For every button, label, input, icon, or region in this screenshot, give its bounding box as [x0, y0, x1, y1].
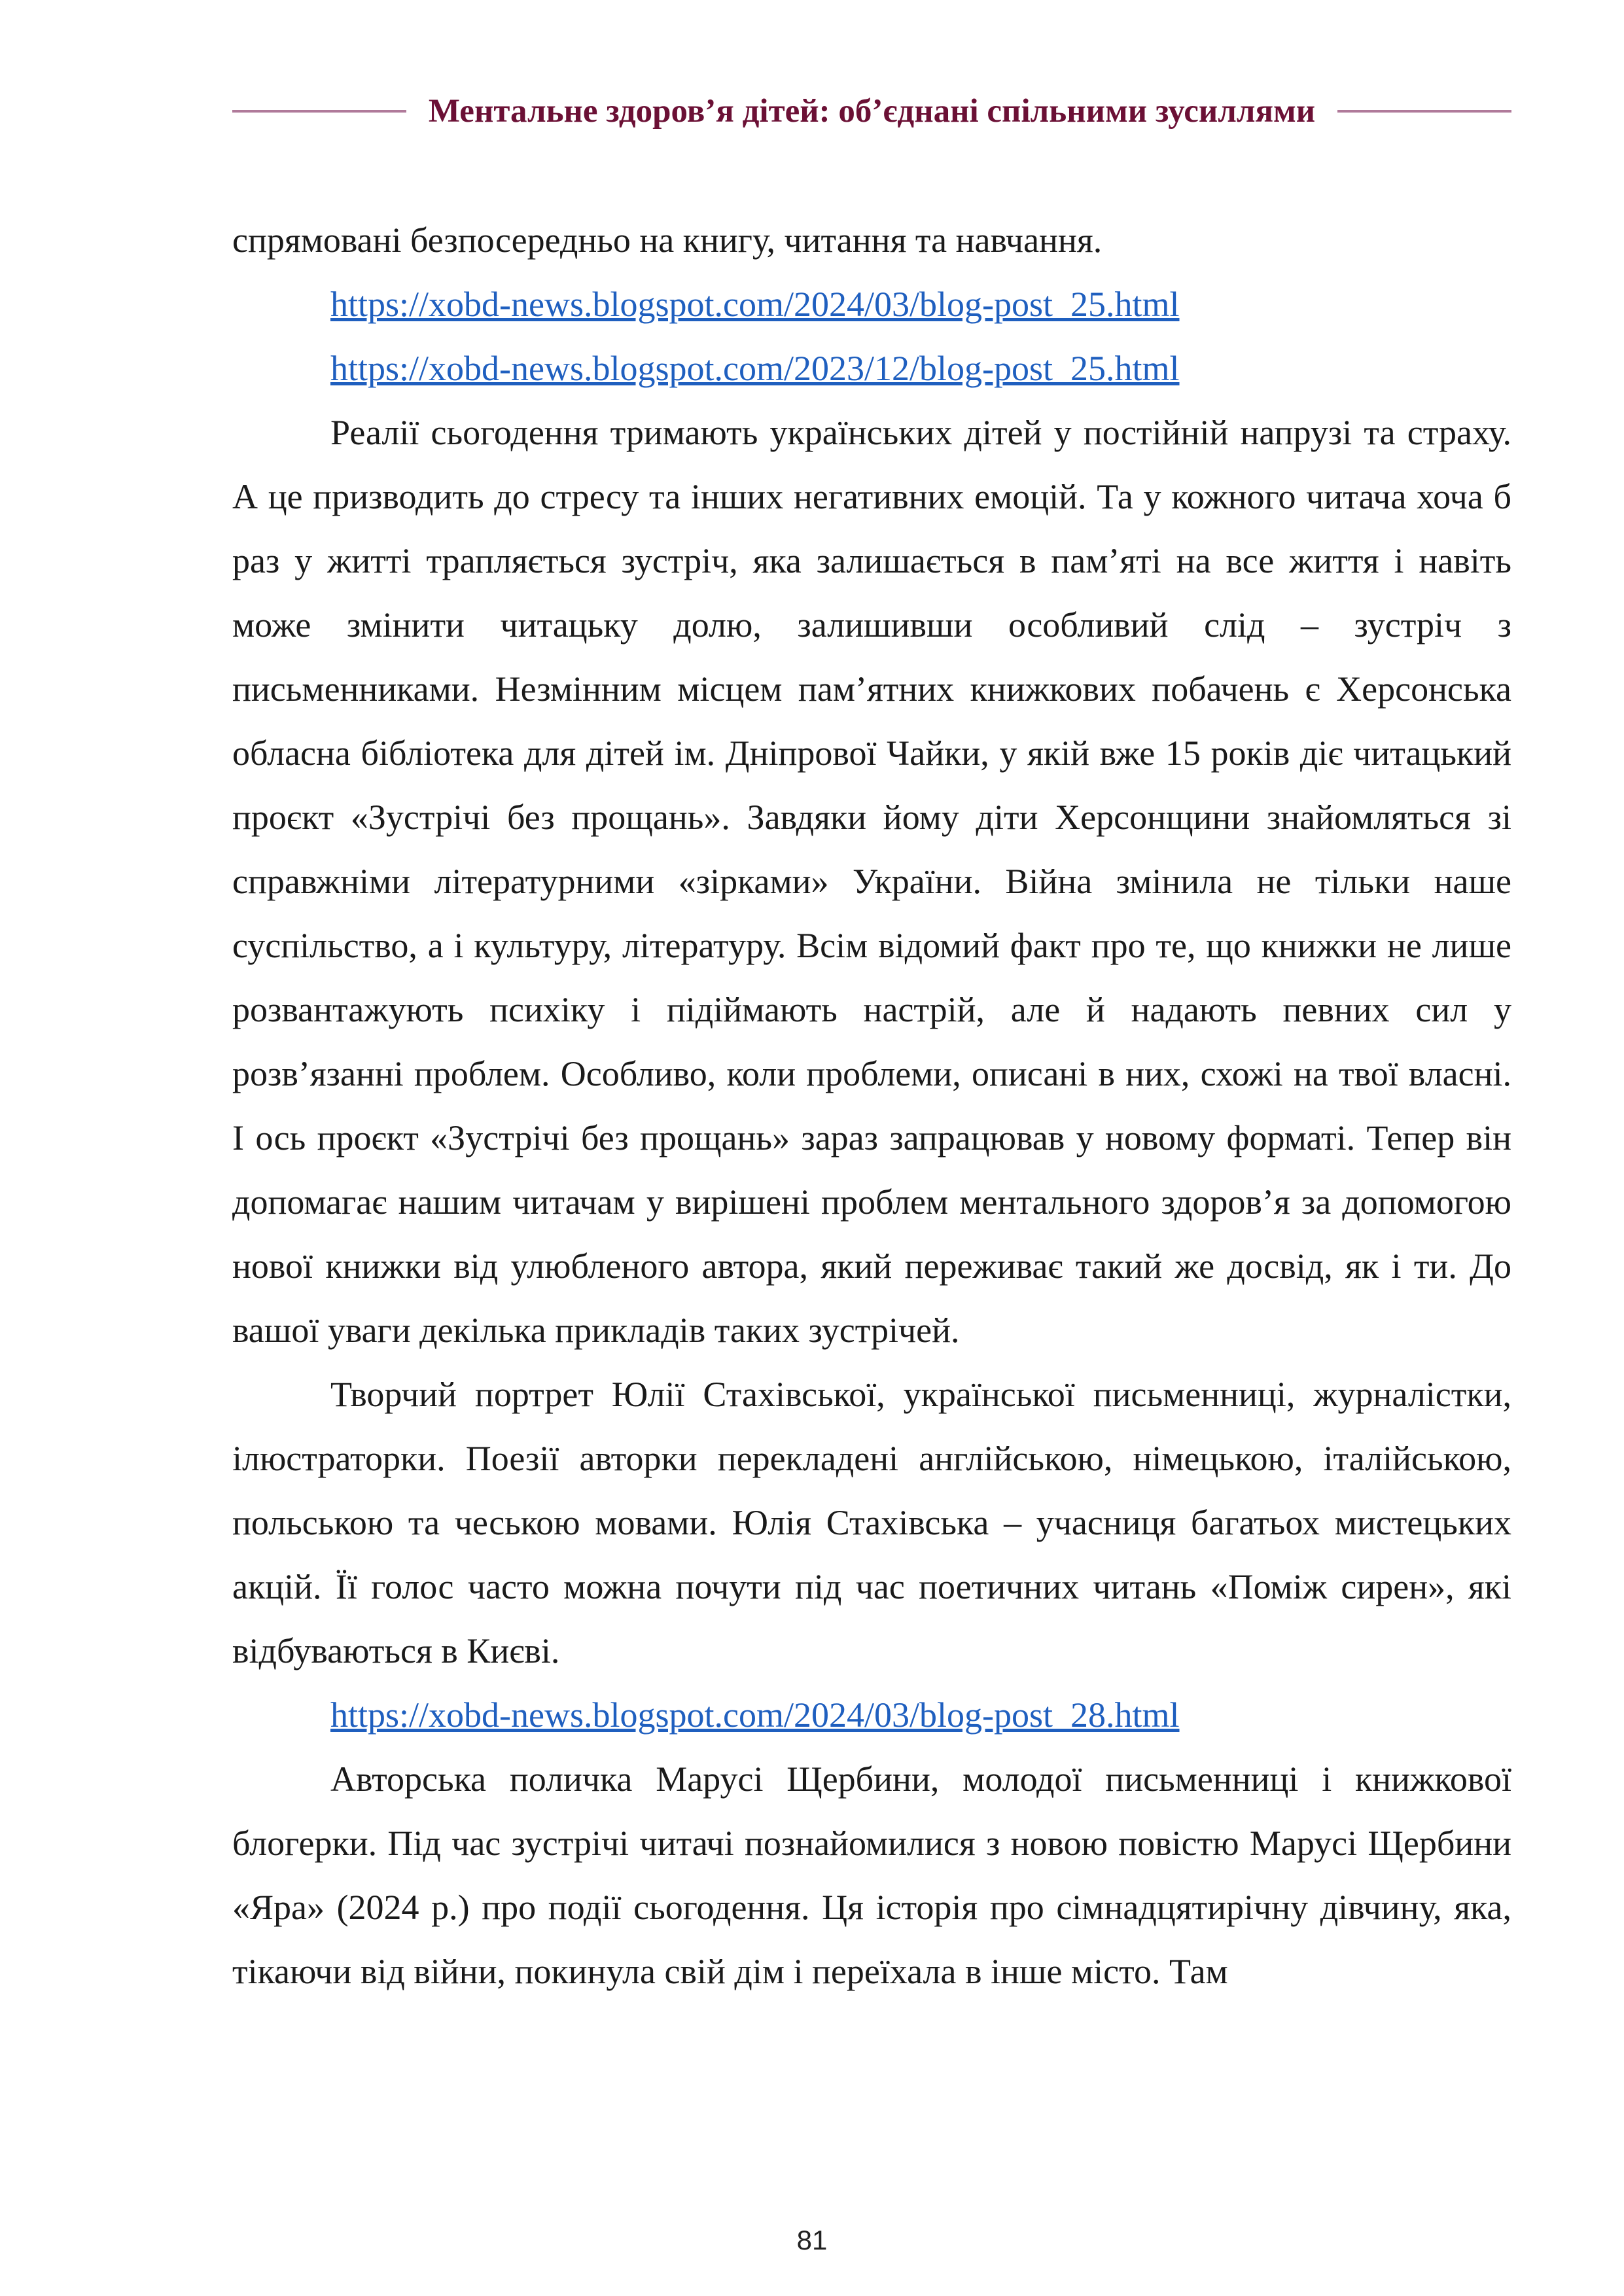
link-paragraph: [232, 1683, 1511, 1747]
running-header: [232, 85, 1511, 137]
link-paragraph: [232, 336, 1511, 400]
blog-link[interactable]: https://xobd-news.blogspot.com/2023/12/blog-post_25.html: [330, 349, 1180, 388]
blog-link[interactable]: https://xobd-news.blogspot.com/2024/03/blog-post_25.html: [330, 285, 1180, 324]
paragraph-meetings: Реалії сьогодення тримають українських дітей у постійній напрузі та страху. А це призводить до стресу та інших негативних емоцій. Та у кожного читача хоча б раз у житті трапляється зустріч, яка залишається в пам’яті на все життя і навіть може змінити читацьку долю, залишивши особливий слід – зустріч з письменниками. Незмінним місцем пам’ятних книжкових побачень є Херсонська обласна бібліотека для дітей ім. Дніпрової Чайки, у якій вже 15 років діє читацький проєкт «Зустрічі без прощань». Завдяки йому діти Херсонщини знайомляться зі справжніми літературними «зірками» України. Війна змінила не тільки наше суспільство, а і культуру, літературу. Всім відомий факт про те, що книжки не лише розвантажують психіку і підіймають настрій, але й надають певних сил у розв’язанні проблем. Особливо, коли проблеми, описані в них, схожі на твої власні. І ось проєкт «Зустрічі без прощань» зараз запрацював у новому форматі. Тепер він допомагає нашим читачам у вирішені проблем ментального здоров’я за допомогою нової книжки від улюбленого автора, який переживає такий же досвід, як і ти. До вашої уваги декілька прикладів таких зустрічей.: [232, 413, 1511, 1350]
paragraph-continuation: спрямовані безпосередньо на книгу, читання та навчання.: [232, 221, 1103, 260]
paragraph-stakhivska: Творчий портрет Юлії Стахівської, української письменниці, журналістки, ілюстраторки. Поезії авторки перекладені англійською, німецькою, італійською, польською та чеською мовами. Юлія Стахівська – учасниця багатьох мистецьких акцій. Її голос часто можна почути під час поетичних читань «Поміж сирен», які відбуваються в Києві.: [232, 1375, 1511, 1670]
blog-link[interactable]: https://xobd-news.blogspot.com/2024/03/blog-post_28.html: [330, 1695, 1180, 1735]
paragraph-shcherbyna: Авторська поличка Марусі Щербини, молодої письменниці і книжкової блогерки. Під час зустрічі читачі познайомилися з новою повістю Марусі Щербини «Яра» (2024 р.) про події сьогодення. Ця історія про сімнадцятирічну дівчину, яка, тікаючи від війни, покинула свій дім і переїхала в інше місто. Там: [232, 1759, 1511, 1991]
page-body: [232, 208, 1511, 2004]
header-rule-left: [232, 110, 406, 113]
header-title: Ментальне здоров’я дітей: об’єднані спільними зусиллями: [428, 93, 1316, 130]
page-number: 81: [796, 2225, 828, 2255]
link-paragraph: [232, 272, 1511, 336]
header-rule-right: [1337, 110, 1511, 113]
